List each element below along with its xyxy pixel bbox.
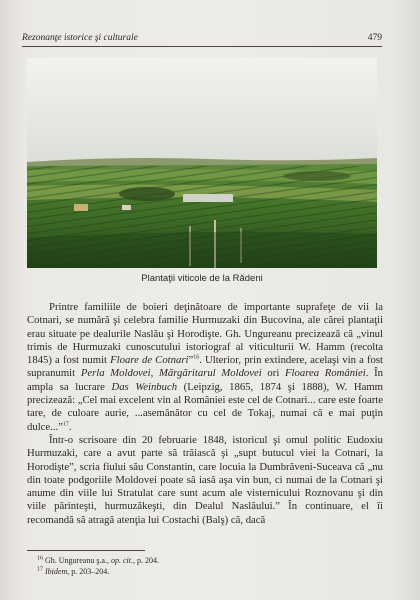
text-run: , p. 203–204.: [67, 566, 110, 576]
text-run: (Leipzig, 1865, 1874 şi 1888), W. Hamm precizează: „Cel mai excelent vin al României este cel de Cotnari... care este foarte tare, de culoare aurie, ...asemănător cu cel de Tokaj, numai că e mai puţin dulce...”: [27, 380, 383, 433]
italic-title: Floarea României: [285, 367, 366, 380]
text-run: Gh. Ungureanu ş.a.,: [43, 556, 111, 565]
vineyard-photo: [27, 58, 377, 268]
footnote: [27, 567, 367, 578]
vineyard-photo-graphic: [27, 58, 377, 268]
header-rule: [22, 46, 382, 47]
italic-title: Perla Moldovei: [80, 367, 151, 380]
paragraph-hurmuzaki-family: [27, 301, 383, 434]
italic-title: Das Weinbuch: [111, 380, 178, 393]
text-run: . În ampla sa lucrare: [27, 367, 384, 393]
italic-title: op. cit.: [110, 556, 133, 565]
text-run: , p. 204.: [132, 556, 159, 565]
footnote-number: 16: [37, 555, 43, 562]
text-run: ,: [150, 367, 160, 380]
text-run: . Ulterior, prin extindere, acelaşi vin a fost supranumit: [27, 354, 383, 380]
footnote-reference: 17: [62, 421, 69, 428]
footnote-number: 17: [37, 565, 43, 572]
footnotes: [27, 556, 367, 577]
figure-caption: Plantaţii viticole de la Rădeni: [141, 273, 263, 284]
italic-title: Ibidem: [45, 566, 68, 576]
section-title: Rezonanţe istorice şi culturale: [22, 33, 138, 43]
footnote-rule: [27, 550, 145, 551]
body-text: [27, 301, 383, 527]
text-run: ”: [188, 354, 194, 367]
footnote-reference: 16: [193, 354, 200, 361]
footnote: [27, 556, 367, 567]
italic-title: Floare de Cotnari: [110, 354, 189, 367]
paragraph-1848-letter: Într-o scrisoare din 20 februarie 1848, istoricul şi omul politic Eudoxiu Hurmuzaki, care a avut parte să trăiască şi „supt butucul viei la Cotnari, la Horodişte”, scria fiului său Constantin, care locuia la Dumbrăveni-Suceava că „nu din toate podgoriile Moldovei poate să iasă aşa vin bun, ci numai de la Cotnari şi anume din viile lui Stratulat care sunt acum ale visternicului Roznovanu şi din viile părinteşti, hurmuzăkeşti, din Dealul Naslăului.” În continuare, el îi recomandă să atragă atenţia lui Costachi (Balş) că, dacă: [27, 433, 383, 526]
text-run: ori: [261, 367, 286, 380]
text-run: .: [68, 420, 72, 433]
running-head: [22, 31, 382, 45]
page-number: 479: [367, 33, 382, 43]
text-run: Printre familiile de boieri deţinătoare de importante suprafeţe de vii la Cotnari, se numără şi celebra familie Hurmuzaki din Bucovina, ale cărei plantaţii erau situate pe dealurile Naslău şi Horodişte. Gh. Ungureanu precizează că „vinul trimis de Hurmuzaki cunoscutului istoriograf al viticulturii W. Hamm (recolta 1845) a fost numit: [27, 301, 383, 367]
italic-title: Mărgăritarul Moldovei: [159, 367, 262, 380]
